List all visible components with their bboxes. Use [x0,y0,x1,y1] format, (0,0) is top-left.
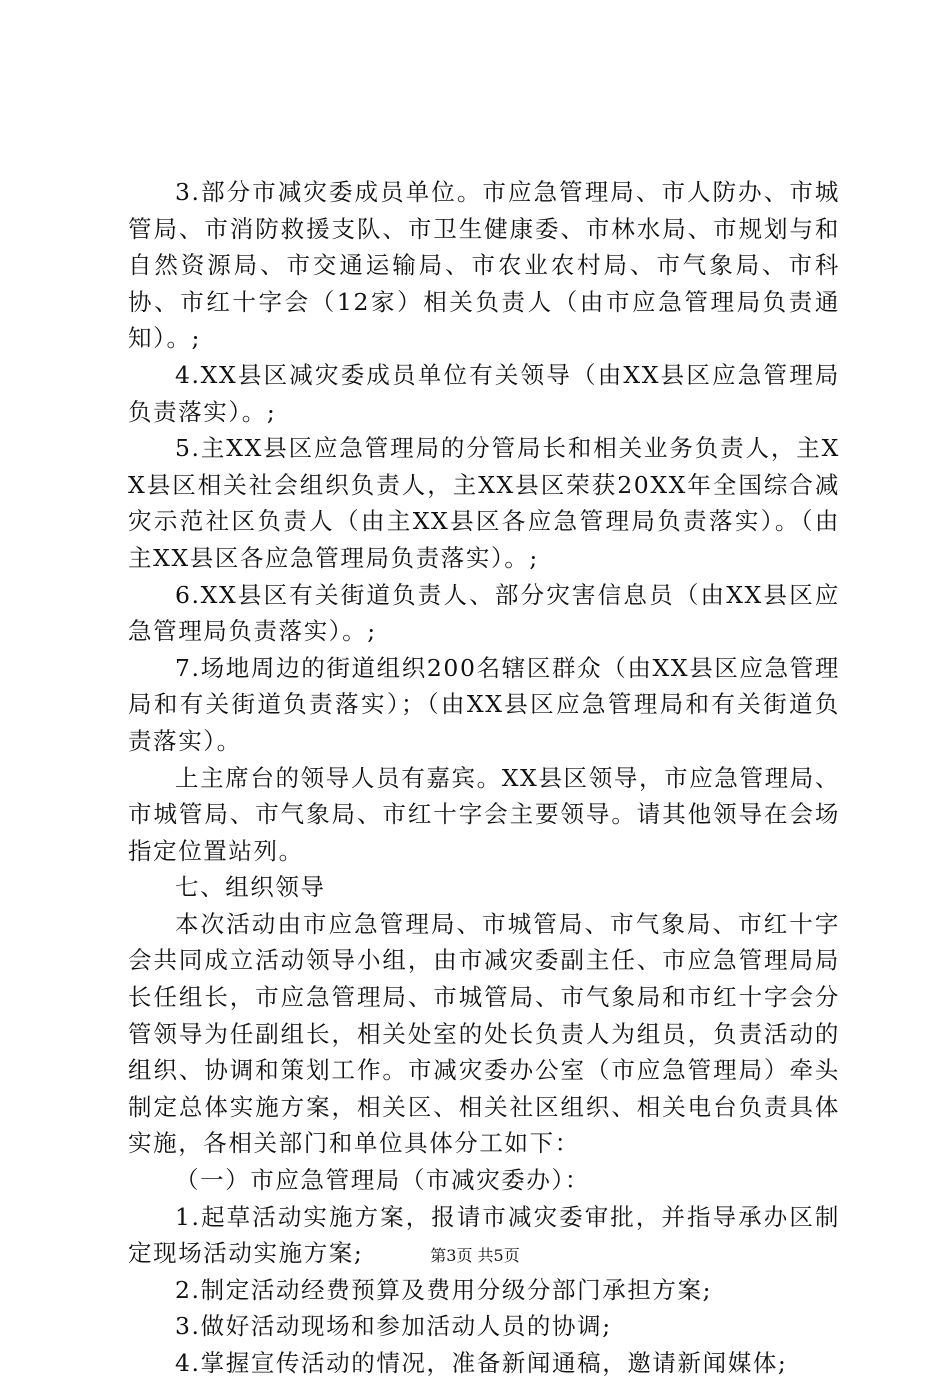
paragraph-leading-group: 本次活动由市应急管理局、市城管局、市气象局、市红十字会共同成立活动领导小组，由市减灾委副主任、市应急管理局局长任组长，市应急管理局、市城管局、市气象局和市红十字会分管领导为任副组长，相关处室的处长负责人为组员，负责活动的组织、协调和策划工作。市减灾委办公室（市应急管理局）牵头制定总体实施方案，相关区、相关社区组织、相关电台负责具体实施，各相关部门和单位具体分工如下： [128,909,840,1158]
paragraph-item-3-member-units: 3.部分市减灾委成员单位。市应急管理局、市人防办、市城管局、市消防救援支队、市卫生健康委、市林水局、市规划与和自然资源局、市交通运输局、市农业农村局、市气象局、市科协、市红十字会（12家）相关负责人（由市应急管理局负责通知）。; [128,178,840,353]
document-body [128,174,840,1382]
subheading-emergency-bureau: （一）市应急管理局（市减灾委办）： [175,1166,590,1195]
task-item-2: 2.制定活动经费预算及费用分级分部门承担方案; [175,1275,713,1304]
task-item-3: 3.做好活动现场和参加活动人员的协调; [175,1312,612,1341]
paragraph-item-7-residents: 7.场地周边的街道组织200名辖区群众（由XX县区应急管理局和有关街道负责落实）；（由XX县区应急管理局和有关街道负责落实）。 [128,653,840,755]
task-item-4: 4.掌握宣传活动的情况，准备新闻通稿，邀请新闻媒体; [175,1349,788,1377]
paragraph-item-5-county-bureau: 5.主XX县区应急管理局的分管局长和相关业务负责人，主XX县区相关社会组织负责人，主XX县区荣获20XX年全国综合减灾示范社区负责人（由主XX县区各应急管理局负责落实）。（由主XX县区各应急管理局负责落实）。; [128,434,840,572]
paragraph-item-4-county-leaders: 4.XX县区减灾委成员单位有关领导（由XX县区应急管理局负责落实）。; [128,360,840,426]
section-heading-organization: 七、组织领导 [175,873,326,902]
task-item-1: 1.起草活动实施方案，报请市减灾委审批，并指导承办区制定现场活动实施方案; [128,1202,840,1268]
paragraph-rostrum-guests: 上主席台的领导人员有嘉宾。XX县区领导，市应急管理局、市城管局、市气象局、市红十字会主要领导。请其他领导在会场指定位置站列。 [128,763,840,865]
paragraph-item-6-street-officials: 6.XX县区有关街道负责人、部分灾害信息员（由XX县区应急管理局负责落实）。; [128,580,840,646]
page-number-footer: 第3页 共5页 [430,1246,520,1265]
